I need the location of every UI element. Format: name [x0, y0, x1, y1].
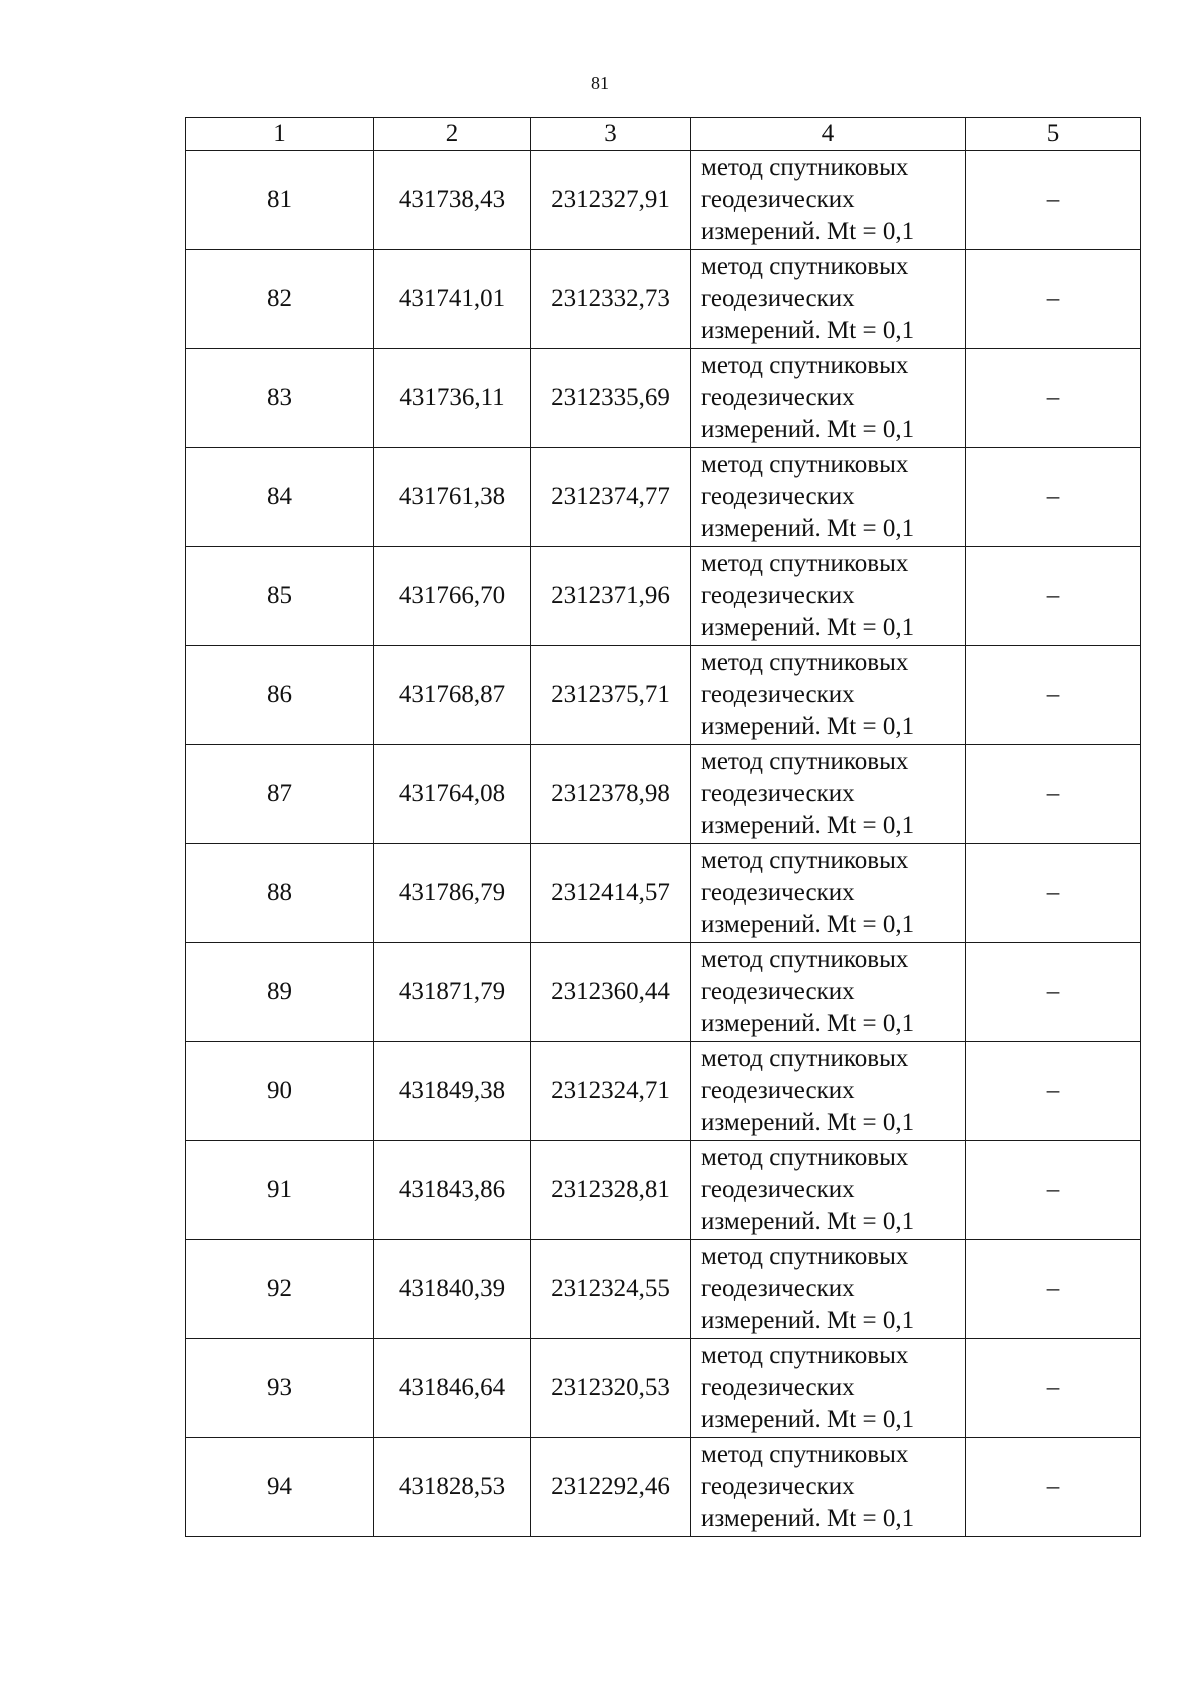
y-coordinate-cell: 2312378,98	[531, 745, 691, 844]
method-text-line: метод спутниковых	[701, 847, 909, 874]
method-text-line: геодезических	[701, 186, 855, 213]
x-coordinate-cell: 431766,70	[374, 547, 531, 646]
header-cell: 2	[374, 118, 531, 151]
x-coordinate-cell: 431846,64	[374, 1339, 531, 1438]
method-cell	[691, 1042, 966, 1141]
y-coordinate-cell: 2312327,91	[531, 151, 691, 250]
point-number-cell: 86	[186, 646, 374, 745]
method-text-line: измерений. Mt = 0,1	[701, 218, 915, 245]
method-text-line: метод спутниковых	[701, 154, 909, 181]
note-cell: –	[966, 547, 1141, 646]
point-number-cell: 89	[186, 943, 374, 1042]
page-number: 81	[591, 73, 609, 93]
point-number-cell: 87	[186, 745, 374, 844]
method-text-line: геодезических	[701, 780, 855, 807]
x-coordinate-cell: 431843,86	[374, 1141, 531, 1240]
method-cell	[691, 646, 966, 745]
note-cell: –	[966, 151, 1141, 250]
method-text-line: измерений. Mt = 0,1	[701, 614, 915, 641]
method-text-line: метод спутниковых	[701, 1144, 909, 1171]
method-text-line: измерений. Mt = 0,1	[701, 1505, 915, 1532]
x-coordinate-cell: 431738,43	[374, 151, 531, 250]
point-number-cell: 91	[186, 1141, 374, 1240]
note-cell: –	[966, 844, 1141, 943]
y-coordinate-cell: 2312324,71	[531, 1042, 691, 1141]
point-number-cell: 90	[186, 1042, 374, 1141]
method-text-line: геодезических	[701, 1374, 855, 1401]
table-row	[186, 1240, 1141, 1339]
y-coordinate-cell: 2312324,55	[531, 1240, 691, 1339]
method-cell	[691, 1240, 966, 1339]
table-row	[186, 844, 1141, 943]
method-text-line: измерений. Mt = 0,1	[701, 1109, 915, 1136]
method-text-line: метод спутниковых	[701, 1441, 909, 1468]
method-text-line: измерений. Mt = 0,1	[701, 515, 915, 542]
table-row	[186, 448, 1141, 547]
x-coordinate-cell: 431849,38	[374, 1042, 531, 1141]
note-cell: –	[966, 250, 1141, 349]
method-text-line: метод спутниковых	[701, 1243, 909, 1270]
method-text-line: геодезических	[701, 384, 855, 411]
point-number-cell: 92	[186, 1240, 374, 1339]
table-row	[186, 349, 1141, 448]
method-text-line: измерений. Mt = 0,1	[701, 416, 915, 443]
y-coordinate-cell: 2312332,73	[531, 250, 691, 349]
method-cell	[691, 547, 966, 646]
method-text-line: измерений. Mt = 0,1	[701, 911, 915, 938]
header-row	[186, 118, 1141, 151]
note-cell: –	[966, 448, 1141, 547]
note-cell: –	[966, 1438, 1141, 1537]
y-coordinate-cell: 2312374,77	[531, 448, 691, 547]
method-text-line: геодезических	[701, 681, 855, 708]
method-text-line: геодезических	[701, 879, 855, 906]
method-text-line: измерений. Mt = 0,1	[701, 1208, 915, 1235]
point-number-cell: 93	[186, 1339, 374, 1438]
method-text-line: геодезических	[701, 483, 855, 510]
note-cell: –	[966, 1042, 1141, 1141]
method-text-line: геодезических	[701, 1176, 855, 1203]
method-cell	[691, 1339, 966, 1438]
method-text-line: метод спутниковых	[701, 550, 909, 577]
table-row	[186, 547, 1141, 646]
header-cell: 5	[966, 118, 1141, 151]
method-text-line: метод спутниковых	[701, 946, 909, 973]
y-coordinate-cell: 2312320,53	[531, 1339, 691, 1438]
table-row	[186, 151, 1141, 250]
y-coordinate-cell: 2312375,71	[531, 646, 691, 745]
method-cell	[691, 151, 966, 250]
x-coordinate-cell: 431736,11	[374, 349, 531, 448]
table-row	[186, 1438, 1141, 1537]
header-cell: 4	[691, 118, 966, 151]
point-number-cell: 88	[186, 844, 374, 943]
x-coordinate-cell: 431761,38	[374, 448, 531, 547]
header-cell: 1	[186, 118, 374, 151]
table-row	[186, 250, 1141, 349]
table-row	[186, 1339, 1141, 1438]
method-text-line: измерений. Mt = 0,1	[701, 1406, 915, 1433]
method-text-line: метод спутниковых	[701, 352, 909, 379]
coordinates-table	[185, 117, 1141, 1537]
note-cell: –	[966, 943, 1141, 1042]
method-text-line: метод спутниковых	[701, 1045, 909, 1072]
method-text-line: измерений. Mt = 0,1	[701, 1307, 915, 1334]
method-text-line: геодезических	[701, 285, 855, 312]
note-cell: –	[966, 1240, 1141, 1339]
method-text-line: измерений. Mt = 0,1	[701, 1010, 915, 1037]
x-coordinate-cell: 431871,79	[374, 943, 531, 1042]
note-cell: –	[966, 745, 1141, 844]
note-cell: –	[966, 349, 1141, 448]
y-coordinate-cell: 2312335,69	[531, 349, 691, 448]
method-text-line: метод спутниковых	[701, 253, 909, 280]
method-text-line: геодезических	[701, 978, 855, 1005]
method-text-line: метод спутниковых	[701, 649, 909, 676]
y-coordinate-cell: 2312328,81	[531, 1141, 691, 1240]
method-cell	[691, 1438, 966, 1537]
method-cell	[691, 1141, 966, 1240]
x-coordinate-cell: 431741,01	[374, 250, 531, 349]
y-coordinate-cell: 2312414,57	[531, 844, 691, 943]
note-cell: –	[966, 1141, 1141, 1240]
point-number-cell: 94	[186, 1438, 374, 1537]
method-text-line: измерений. Mt = 0,1	[701, 713, 915, 740]
method-cell	[691, 349, 966, 448]
note-cell: –	[966, 646, 1141, 745]
table-header	[186, 118, 1141, 151]
method-cell	[691, 745, 966, 844]
method-cell	[691, 448, 966, 547]
method-text-line: измерений. Mt = 0,1	[701, 812, 915, 839]
x-coordinate-cell: 431786,79	[374, 844, 531, 943]
x-coordinate-cell: 431840,39	[374, 1240, 531, 1339]
point-number-cell: 82	[186, 250, 374, 349]
table-row	[186, 943, 1141, 1042]
method-text-line: измерений. Mt = 0,1	[701, 317, 915, 344]
method-text-line: геодезических	[701, 1077, 855, 1104]
point-number-cell: 83	[186, 349, 374, 448]
method-text-line: метод спутниковых	[701, 748, 909, 775]
x-coordinate-cell: 431828,53	[374, 1438, 531, 1537]
x-coordinate-cell: 431768,87	[374, 646, 531, 745]
method-cell	[691, 943, 966, 1042]
note-cell: –	[966, 1339, 1141, 1438]
x-coordinate-cell: 431764,08	[374, 745, 531, 844]
table-row	[186, 1141, 1141, 1240]
method-text-line: геодезических	[701, 1473, 855, 1500]
header-cell: 3	[531, 118, 691, 151]
method-text-line: метод спутниковых	[701, 1342, 909, 1369]
table-body	[186, 151, 1141, 1537]
method-text-line: геодезических	[701, 582, 855, 609]
method-cell	[691, 250, 966, 349]
method-text-line: геодезических	[701, 1275, 855, 1302]
method-cell	[691, 844, 966, 943]
point-number-cell: 85	[186, 547, 374, 646]
method-text-line: метод спутниковых	[701, 451, 909, 478]
table-row	[186, 646, 1141, 745]
y-coordinate-cell: 2312371,96	[531, 547, 691, 646]
y-coordinate-cell: 2312292,46	[531, 1438, 691, 1537]
y-coordinate-cell: 2312360,44	[531, 943, 691, 1042]
table-row	[186, 1042, 1141, 1141]
table-row	[186, 745, 1141, 844]
point-number-cell: 81	[186, 151, 374, 250]
point-number-cell: 84	[186, 448, 374, 547]
